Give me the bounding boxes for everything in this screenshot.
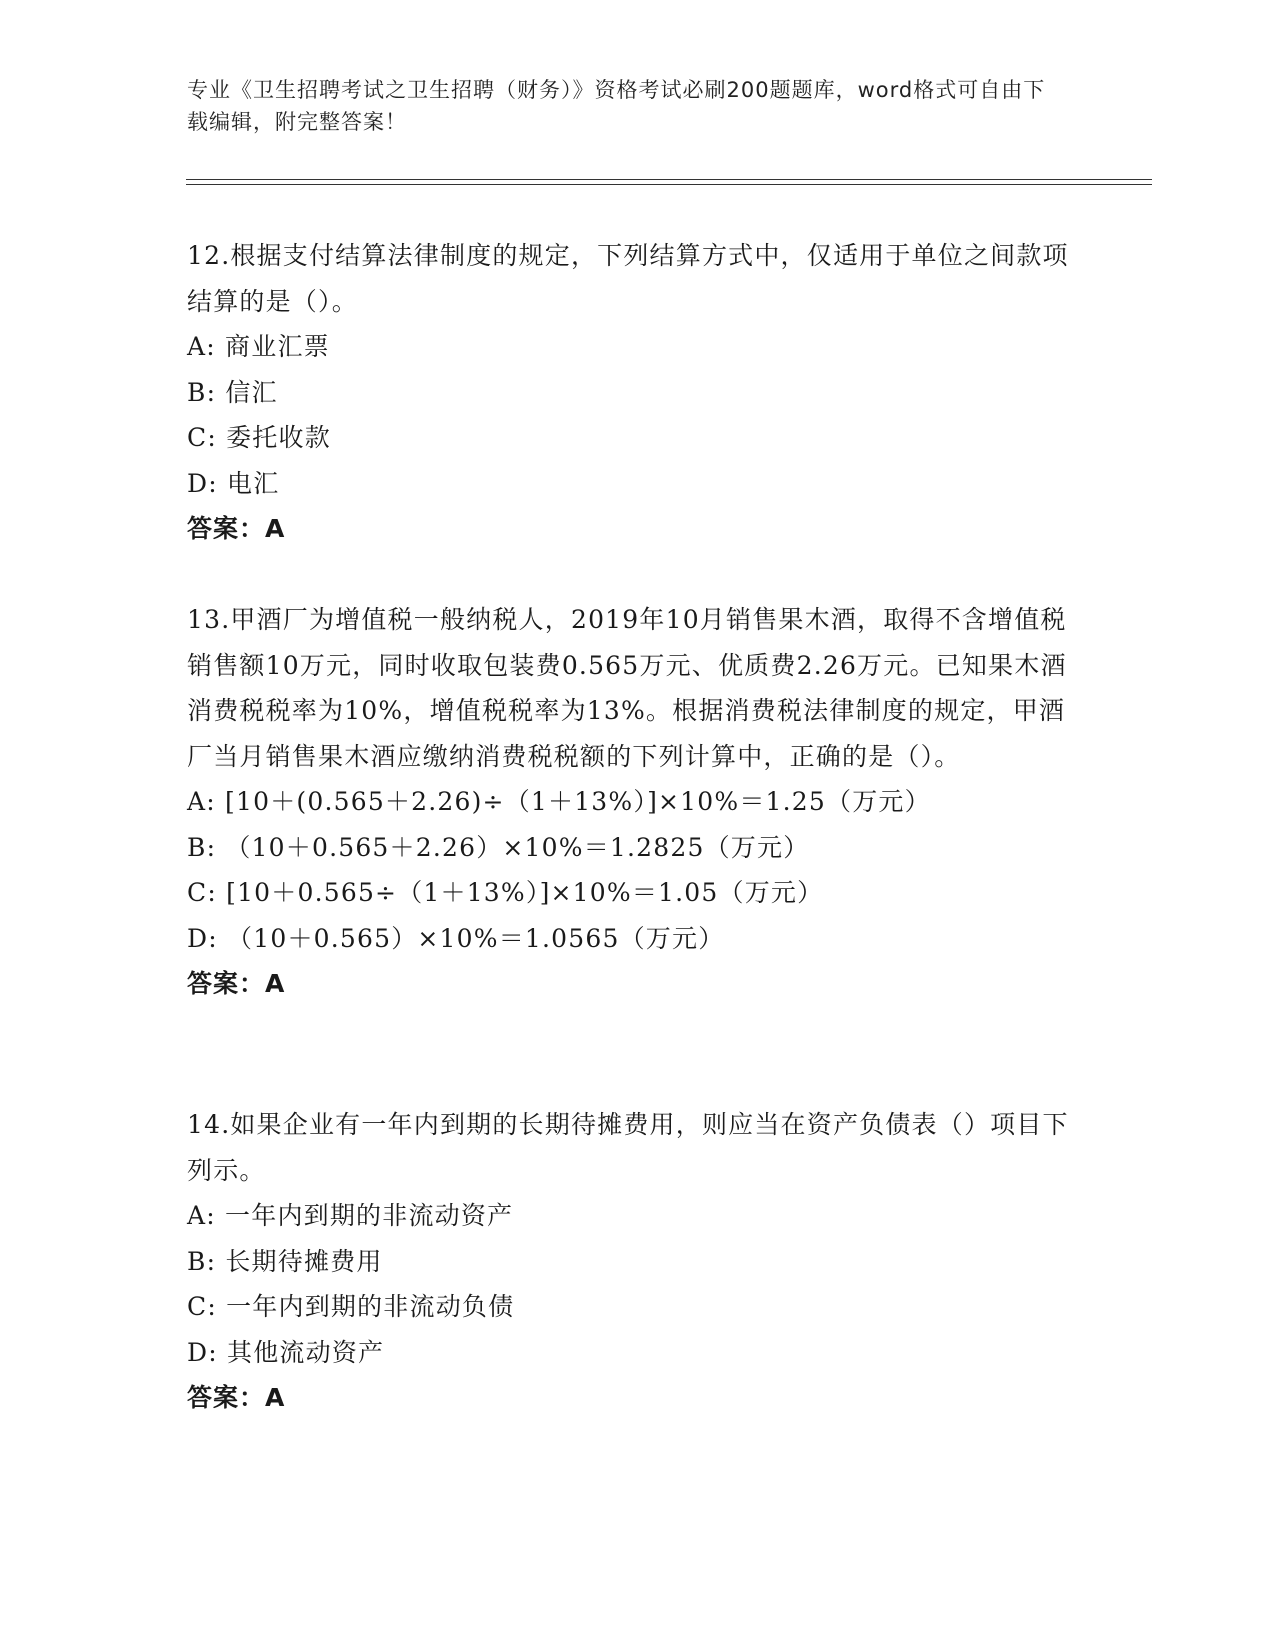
- option-letter: D:: [187, 468, 218, 498]
- option-a: [187, 779, 1077, 825]
- answer-line: 答案：A: [187, 969, 286, 998]
- option-letter: B:: [187, 1246, 217, 1276]
- option-letter: C:: [187, 878, 217, 907]
- option-text: 其他流动资产: [227, 1337, 385, 1367]
- option-a: [187, 1193, 1077, 1239]
- question-13: [187, 597, 1077, 1007]
- option-d: [187, 916, 1077, 962]
- answer-line: 答案：A: [187, 1383, 286, 1412]
- option-text: [10＋(0.565＋2.26)÷（1＋13%）]×10%＝1.25（万元）: [225, 787, 931, 816]
- option-text: [10＋0.565÷（1＋13%）]×10%＝1.05（万元）: [226, 878, 824, 907]
- option-text: 委托收款: [226, 423, 331, 452]
- answer-line: 答案：A: [187, 514, 286, 543]
- option-letter: B:: [187, 377, 217, 407]
- option-letter: C:: [187, 1292, 217, 1321]
- question-14: [187, 1102, 1077, 1421]
- option-c: [187, 415, 1077, 461]
- option-text: （10＋0.565＋2.26）×10%＝1.2825（万元）: [225, 832, 810, 862]
- question-stem: 14.如果企业有一年内到期的长期待摊费用，则应当在资产负债表（）项目下列示。: [187, 1110, 1069, 1185]
- header-rule-bottom: [186, 184, 1152, 185]
- question-stem: 13.甲酒厂为增值税一般纳税人，2019年10月销售果木酒，取得不含增值税销售额10万元，同时收取包装费0.565万元、优质费2.26万元。已知果木酒消费税税率为10%，增值税税率为13%。根据消费税法律制度的规定，甲酒厂当月销售果木酒应缴纳消费税税额的下列计算中，正确的是（）。: [187, 605, 1067, 771]
- option-letter: D:: [187, 1337, 218, 1367]
- option-d: [187, 461, 1077, 507]
- option-letter: C:: [187, 423, 217, 452]
- option-text: 信汇: [225, 377, 278, 407]
- question-12: [187, 233, 1077, 552]
- option-letter: A:: [187, 332, 216, 361]
- header-rule-top: [186, 179, 1152, 180]
- question-stem: 12.根据支付结算法律制度的规定，下列结算方式中，仅适用于单位之间款项结算的是（）。: [187, 241, 1069, 316]
- option-b: [187, 1239, 1077, 1285]
- option-d: [187, 1330, 1077, 1376]
- option-text: （10＋0.565）×10%＝1.0565（万元）: [227, 923, 725, 953]
- option-text: 电汇: [227, 468, 280, 498]
- option-b: [187, 825, 1077, 871]
- document-header: 专业《卫生招聘考试之卫生招聘（财务）》资格考试必刷200题题库，word格式可自由下载编辑，附完整答案！: [187, 78, 1046, 134]
- option-text: 一年内到期的非流动负债: [226, 1292, 515, 1321]
- option-c: [187, 870, 1077, 916]
- option-letter: A:: [187, 787, 216, 816]
- option-letter: D:: [187, 923, 218, 953]
- option-letter: B:: [187, 832, 217, 862]
- option-letter: A:: [187, 1201, 216, 1230]
- option-text: 一年内到期的非流动资产: [225, 1201, 514, 1230]
- option-a: [187, 324, 1077, 370]
- option-text: 商业汇票: [225, 332, 330, 361]
- option-text: 长期待摊费用: [225, 1246, 383, 1276]
- option-c: [187, 1284, 1077, 1330]
- option-b: [187, 370, 1077, 416]
